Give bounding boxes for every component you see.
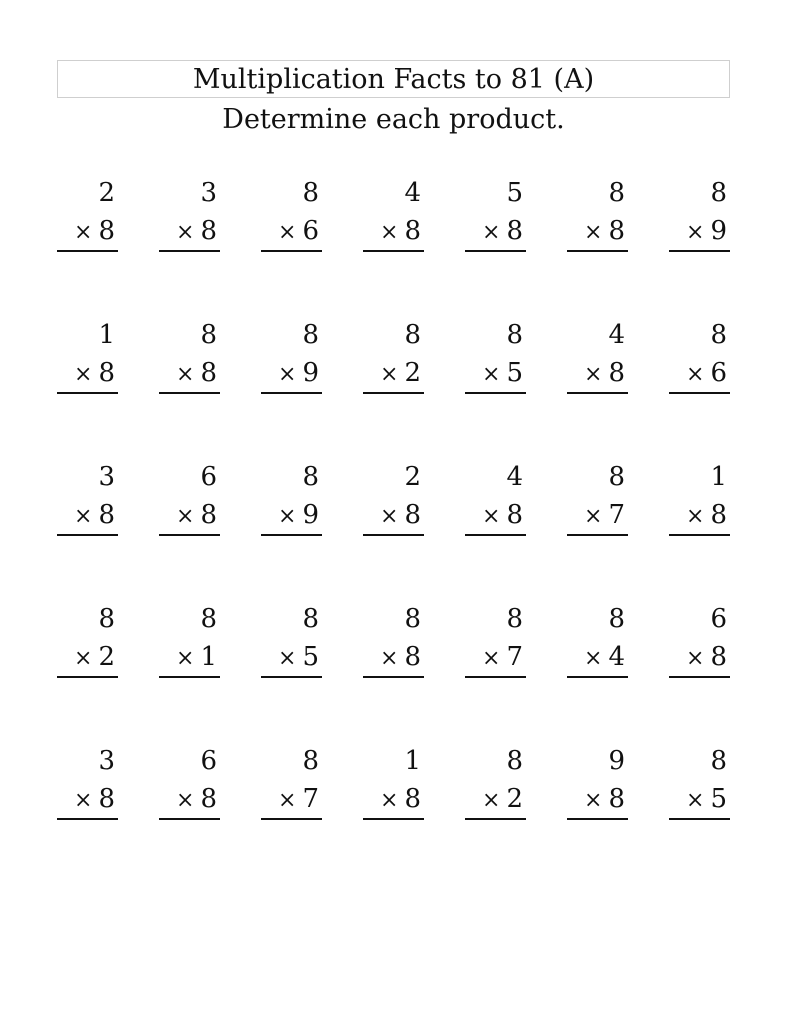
multiplicand: 9 <box>608 746 625 776</box>
times-symbol: × <box>74 504 93 529</box>
multiplicand: 8 <box>98 604 115 634</box>
times-symbol: × <box>482 646 501 671</box>
problem <box>363 316 424 458</box>
multiplier: 8 <box>200 358 217 388</box>
times-symbol: × <box>380 504 399 529</box>
multiplicand: 8 <box>608 462 625 492</box>
problem <box>465 742 526 884</box>
multiplicand: 6 <box>200 746 217 776</box>
multiplier: 5 <box>710 784 727 814</box>
multiplier: 8 <box>404 784 421 814</box>
multiplier: 8 <box>98 216 115 246</box>
times-symbol: × <box>482 504 501 529</box>
problem <box>363 600 424 742</box>
times-symbol: × <box>74 646 93 671</box>
problem <box>465 458 526 600</box>
problem-row <box>57 742 730 884</box>
times-symbol: × <box>482 220 501 245</box>
multiplier: 6 <box>302 216 319 246</box>
multiplier-line <box>567 638 628 678</box>
multiplicand: 3 <box>98 746 115 776</box>
multiplier-line <box>261 780 322 820</box>
times-symbol: × <box>278 504 297 529</box>
problem <box>159 174 220 316</box>
problem <box>261 600 322 742</box>
multiplier: 5 <box>302 642 319 672</box>
multiplier: 1 <box>200 642 217 672</box>
multiplicand: 2 <box>98 178 115 208</box>
multiplier-line <box>363 780 424 820</box>
multiplicand: 3 <box>200 178 217 208</box>
multiplicand: 8 <box>404 320 421 350</box>
problem <box>57 600 118 742</box>
times-symbol: × <box>380 220 399 245</box>
multiplicand: 6 <box>200 462 217 492</box>
multiplicand: 8 <box>200 604 217 634</box>
multiplier: 9 <box>302 358 319 388</box>
multiplicand: 8 <box>302 178 319 208</box>
multiplicand: 8 <box>302 462 319 492</box>
problem <box>261 458 322 600</box>
multiplicand: 8 <box>608 604 625 634</box>
worksheet-instructions: Determine each product. <box>222 104 565 135</box>
times-symbol: × <box>380 788 399 813</box>
problem-row <box>57 600 730 742</box>
multiplier-line <box>465 354 526 394</box>
problem <box>465 174 526 316</box>
multiplier-line <box>57 212 118 252</box>
multiplicand: 3 <box>98 462 115 492</box>
multiplier-line <box>669 496 730 536</box>
times-symbol: × <box>278 788 297 813</box>
problem <box>261 174 322 316</box>
times-symbol: × <box>176 788 195 813</box>
multiplier-line <box>261 496 322 536</box>
multiplicand: 4 <box>506 462 523 492</box>
multiplier: 5 <box>506 358 523 388</box>
multiplier-line <box>669 354 730 394</box>
multiplier-line <box>57 780 118 820</box>
multiplier-line <box>669 780 730 820</box>
multiplicand: 8 <box>404 604 421 634</box>
multiplicand: 8 <box>506 320 523 350</box>
multiplier-line <box>57 638 118 678</box>
times-symbol: × <box>686 788 705 813</box>
multiplier: 8 <box>200 784 217 814</box>
multiplier-line <box>669 212 730 252</box>
multiplier-line <box>567 780 628 820</box>
problem <box>567 742 628 884</box>
multiplier: 8 <box>710 500 727 530</box>
multiplier: 4 <box>608 642 625 672</box>
multiplicand: 8 <box>506 604 523 634</box>
multiplier: 8 <box>710 642 727 672</box>
multiplier: 8 <box>608 784 625 814</box>
multiplier-line <box>363 212 424 252</box>
multiplier-line <box>159 638 220 678</box>
times-symbol: × <box>584 646 603 671</box>
times-symbol: × <box>686 504 705 529</box>
times-symbol: × <box>74 788 93 813</box>
multiplier: 8 <box>200 500 217 530</box>
multiplicand: 5 <box>506 178 523 208</box>
problem <box>567 316 628 458</box>
multiplier-line <box>261 354 322 394</box>
multiplier: 8 <box>200 216 217 246</box>
times-symbol: × <box>176 362 195 387</box>
times-symbol: × <box>278 220 297 245</box>
multiplicand: 1 <box>98 320 115 350</box>
times-symbol: × <box>380 362 399 387</box>
multiplier-line <box>159 496 220 536</box>
multiplier: 8 <box>98 784 115 814</box>
multiplier-line <box>57 354 118 394</box>
problem <box>159 600 220 742</box>
times-symbol: × <box>584 788 603 813</box>
multiplier-line <box>159 354 220 394</box>
multiplier-line <box>261 212 322 252</box>
problem <box>261 742 322 884</box>
multiplier-line <box>159 780 220 820</box>
times-symbol: × <box>584 362 603 387</box>
multiplier-line <box>465 496 526 536</box>
multiplier: 8 <box>506 216 523 246</box>
multiplier: 8 <box>404 642 421 672</box>
problem-row <box>57 174 730 316</box>
problem <box>363 458 424 600</box>
times-symbol: × <box>584 220 603 245</box>
times-symbol: × <box>686 220 705 245</box>
problem-row <box>57 458 730 600</box>
problem <box>159 458 220 600</box>
problem <box>567 174 628 316</box>
multiplicand: 8 <box>608 178 625 208</box>
problem <box>363 174 424 316</box>
problem <box>669 742 730 884</box>
multiplier: 8 <box>608 358 625 388</box>
multiplier: 2 <box>98 642 115 672</box>
multiplicand: 8 <box>710 746 727 776</box>
times-symbol: × <box>176 504 195 529</box>
problem <box>669 458 730 600</box>
multiplier-line <box>567 212 628 252</box>
times-symbol: × <box>482 362 501 387</box>
multiplier: 9 <box>302 500 319 530</box>
problem <box>669 316 730 458</box>
times-symbol: × <box>74 220 93 245</box>
multiplier: 8 <box>98 500 115 530</box>
problem-row <box>57 316 730 458</box>
multiplier-line <box>363 496 424 536</box>
multiplicand: 8 <box>302 746 319 776</box>
multiplier-line <box>567 354 628 394</box>
times-symbol: × <box>686 362 705 387</box>
multiplier-line <box>261 638 322 678</box>
multiplicand: 8 <box>302 320 319 350</box>
multiplier-line <box>465 212 526 252</box>
problem <box>57 742 118 884</box>
multiplicand: 8 <box>302 604 319 634</box>
times-symbol: × <box>278 646 297 671</box>
problem <box>465 600 526 742</box>
problem <box>363 742 424 884</box>
multiplier-line <box>363 638 424 678</box>
multiplier: 7 <box>302 784 319 814</box>
multiplier-line <box>159 212 220 252</box>
multiplier-line <box>465 638 526 678</box>
problem <box>567 600 628 742</box>
multiplier: 8 <box>506 500 523 530</box>
multiplier-line <box>669 638 730 678</box>
multiplier: 6 <box>710 358 727 388</box>
times-symbol: × <box>278 362 297 387</box>
times-symbol: × <box>482 788 501 813</box>
multiplicand: 1 <box>710 462 727 492</box>
multiplicand: 4 <box>404 178 421 208</box>
problem-grid <box>57 174 730 884</box>
multiplicand: 8 <box>710 320 727 350</box>
problem <box>669 174 730 316</box>
times-symbol: × <box>176 646 195 671</box>
multiplier: 8 <box>608 216 625 246</box>
multiplier: 2 <box>506 784 523 814</box>
multiplicand: 8 <box>200 320 217 350</box>
multiplier: 8 <box>404 216 421 246</box>
times-symbol: × <box>584 504 603 529</box>
problem <box>57 316 118 458</box>
worksheet-title: Multiplication Facts to 81 (A) <box>57 60 730 98</box>
times-symbol: × <box>686 646 705 671</box>
problem <box>465 316 526 458</box>
multiplicand: 1 <box>404 746 421 776</box>
problem <box>159 316 220 458</box>
times-symbol: × <box>74 362 93 387</box>
problem <box>669 600 730 742</box>
multiplicand: 4 <box>608 320 625 350</box>
multiplier-line <box>363 354 424 394</box>
multiplicand: 8 <box>506 746 523 776</box>
multiplier: 8 <box>98 358 115 388</box>
multiplier: 7 <box>506 642 523 672</box>
problem <box>567 458 628 600</box>
multiplier-line <box>465 780 526 820</box>
multiplier: 2 <box>404 358 421 388</box>
multiplier: 9 <box>710 216 727 246</box>
problem <box>159 742 220 884</box>
problem <box>57 174 118 316</box>
problem <box>57 458 118 600</box>
multiplier-line <box>57 496 118 536</box>
times-symbol: × <box>380 646 399 671</box>
problem <box>261 316 322 458</box>
multiplicand: 6 <box>710 604 727 634</box>
multiplier: 7 <box>608 500 625 530</box>
multiplicand: 8 <box>710 178 727 208</box>
multiplicand: 2 <box>404 462 421 492</box>
times-symbol: × <box>176 220 195 245</box>
multiplier: 8 <box>404 500 421 530</box>
multiplier-line <box>567 496 628 536</box>
